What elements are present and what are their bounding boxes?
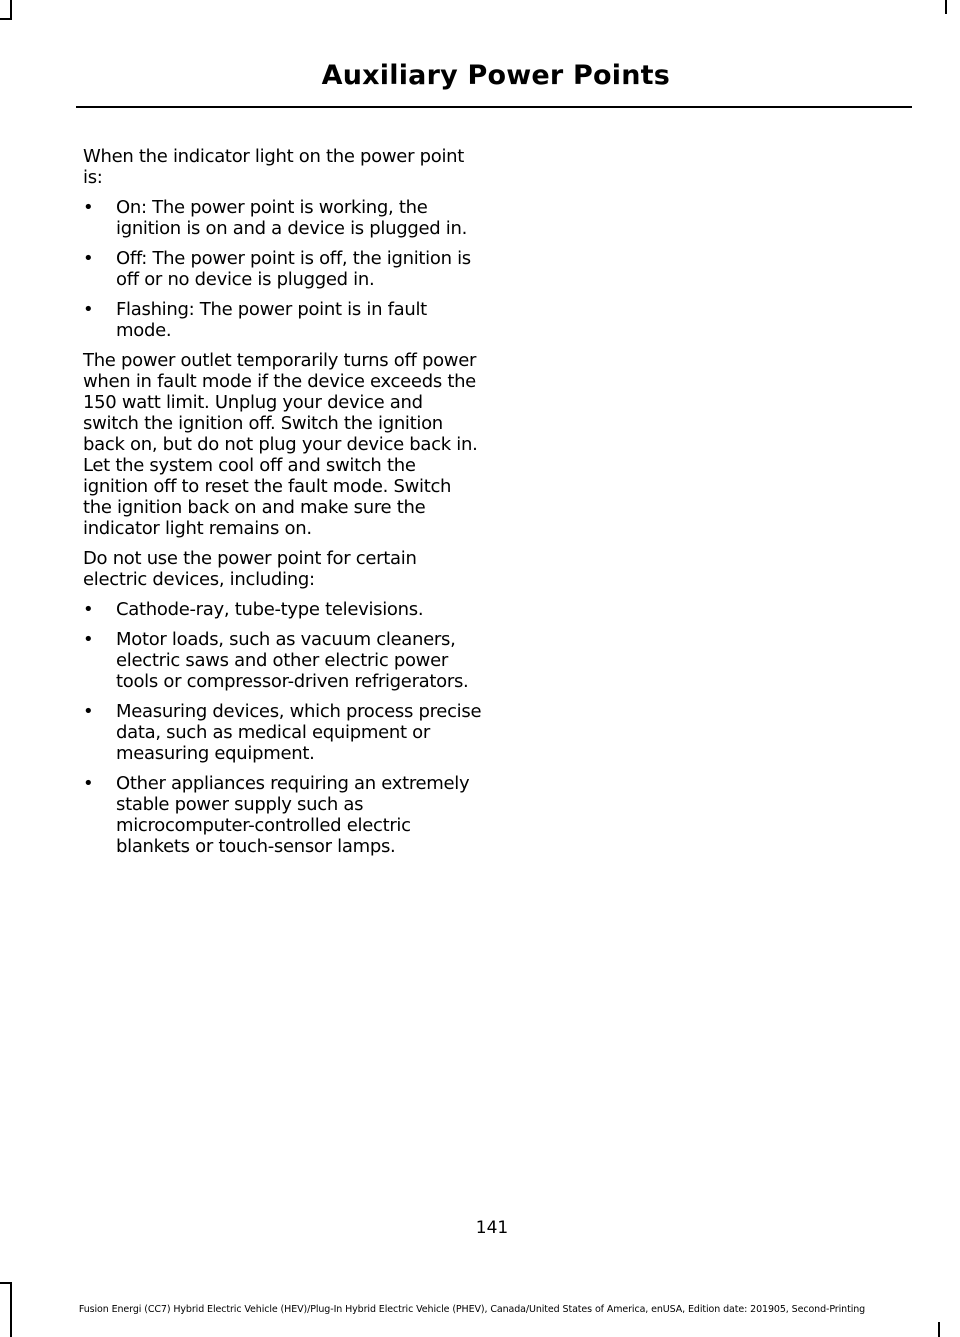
bullet-icon: • <box>83 299 94 320</box>
list-item-text: Off: The power point is off, the ignition is off or no device is plugged in. <box>116 248 471 290</box>
crop-mark-top-left-vertical <box>10 0 12 20</box>
list-item <box>83 773 483 857</box>
indicator-state-list <box>83 197 483 341</box>
bullet-icon: • <box>83 599 94 620</box>
bullet-icon: • <box>83 701 94 722</box>
prohibited-devices-list <box>83 599 483 857</box>
list-item-text: On: The power point is working, the ignition is on and a device is plugged in. <box>116 197 468 239</box>
main-text-column <box>83 146 483 866</box>
list-item-text: Other appliances requiring an extremely stable power supply such as microcomputer-controlled electric blankets or touch-sensor lamps. <box>116 773 470 857</box>
edition-footer: Fusion Energi (CC7) Hybrid Electric Vehicle (HEV)/Plug-In Hybrid Electric Vehicle (PHEV), Canada/United States of America, enUSA, Edition date: 201905, Second-Printing <box>78 1304 866 1315</box>
list-item-text: Measuring devices, which process precise data, such as medical equipment or measuring equipment. <box>116 701 482 764</box>
fault-mode-paragraph: The power outlet temporarily turns off power when in fault mode if the device exceeds the 150 watt limit. Unplug your device and switch the ignition off. Switch the ignition back on, but do not plug your device back in. Let the system cool off and switch the ignition off to reset the fault mode. Switch the ignition back on and make sure the indicator light remains on. <box>83 350 478 539</box>
indicator-intro: When the indicator light on the power point is: <box>83 146 465 188</box>
bullet-icon: • <box>83 248 94 269</box>
crop-mark-bottom-left-horizontal <box>0 1282 12 1284</box>
list-item-text: Motor loads, such as vacuum cleaners, electric saws and other electric power tools or compressor-driven refrigerators. <box>116 629 469 692</box>
page-number: 141 <box>475 1218 509 1238</box>
list-item <box>83 299 483 341</box>
bullet-icon: • <box>83 629 94 650</box>
header-divider <box>76 106 912 108</box>
list-item <box>83 197 483 239</box>
list-item <box>83 599 483 620</box>
page-title: Auxiliary Power Points <box>321 60 670 91</box>
list-item-text: Flashing: The power point is in fault mode. <box>116 299 427 341</box>
crop-mark-bottom-right <box>938 1322 940 1337</box>
devices-intro: Do not use the power point for certain electric devices, including: <box>83 548 417 590</box>
crop-mark-top-right <box>945 0 947 14</box>
crop-mark-top-left-horizontal <box>0 18 12 20</box>
list-item <box>83 629 483 692</box>
list-item <box>83 248 483 290</box>
list-item-text: Cathode-ray, tube-type televisions. <box>116 599 424 620</box>
bullet-icon: • <box>83 197 94 218</box>
bullet-icon: • <box>83 773 94 794</box>
list-item <box>83 701 483 764</box>
